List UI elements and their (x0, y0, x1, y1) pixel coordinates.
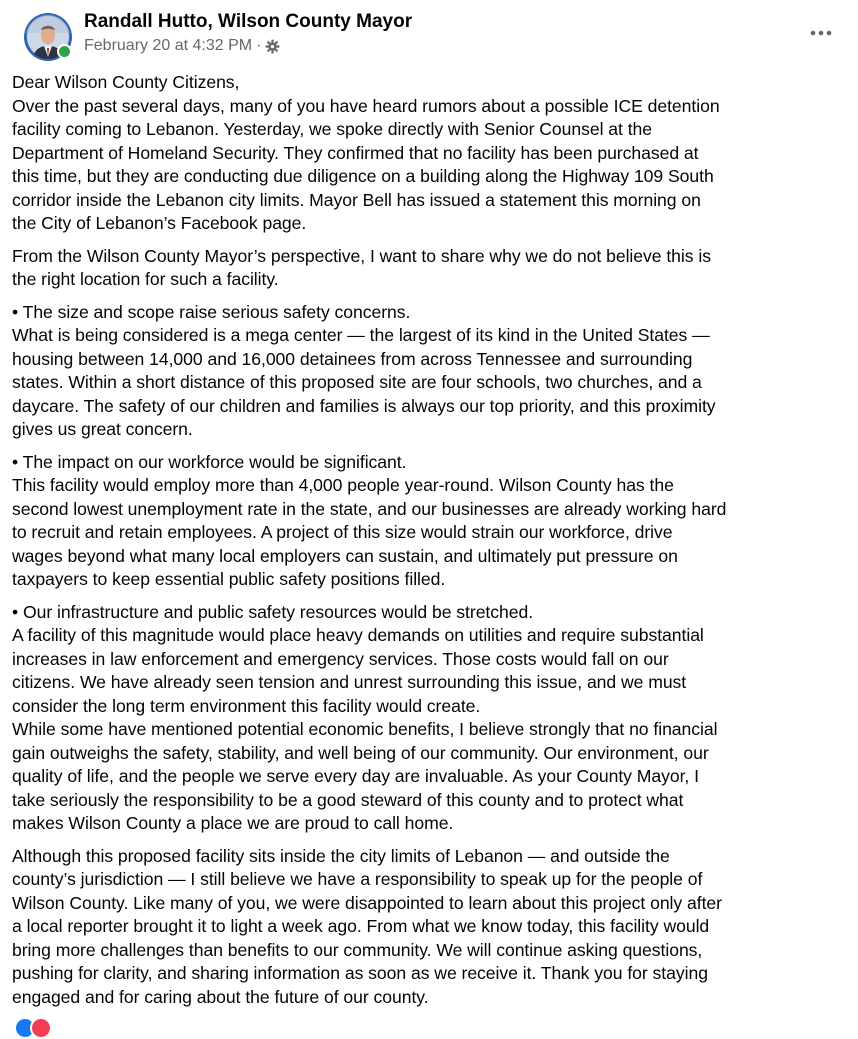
text-line: From the Wilson County Mayor’s perspective, I want to share why we do not believe this is (12, 245, 711, 266)
post-meta (84, 37, 280, 55)
more-options-button[interactable] (806, 18, 836, 48)
text-line: citizens. We have already seen tension and unrest surrounding this issue, and we must (12, 672, 687, 692)
post-paragraph (12, 451, 848, 592)
post-paragraph (12, 71, 848, 236)
text-line: corridor inside the Lebanon city limits. Mayor Bell has issued a statement this morning on (12, 189, 701, 210)
text-line: Although this proposed facility sits inside the city limits of Lebanon — and outside the (12, 845, 670, 866)
text-line: While some have mentioned potential economic benefits, I believe strongly that no financial (12, 719, 718, 739)
text-line: consider the long term environment this facility would create. (12, 695, 481, 716)
post-body (12, 71, 848, 1018)
text-line: taxpayers to keep essential public safety positions filled. (12, 569, 446, 589)
reactions-summary[interactable] (14, 1017, 74, 1031)
text-line: second lowest unemployment rate in the state, and our businesses are already working hard (12, 498, 727, 519)
text-line: Wilson County. Like many of you, we were disappointed to learn about this project only after (12, 892, 722, 913)
meta-separator: · (256, 37, 262, 54)
post-paragraph (12, 245, 848, 292)
text-line: housing between 14,000 and 16,000 detainees from across Tennessee and surrounding (12, 348, 693, 369)
text-line: gives us great concern. (12, 419, 193, 439)
text-line: • Our infrastructure and public safety resources would be stretched. (12, 601, 534, 622)
text-line: This facility would employ more than 4,000 people year-round. Wilson County has the (12, 475, 674, 495)
text-line: wages beyond what many local employers can sustain, and ultimately put pressure on (12, 545, 678, 566)
text-line: county’s jurisdiction — I still believe we have a responsibility to speak up for the people of (12, 869, 703, 889)
author-avatar[interactable] (24, 13, 72, 61)
more-horizontal-icon (810, 30, 832, 36)
text-line: • The size and scope raise serious safety concerns. (12, 301, 411, 322)
text-line: facility coming to Lebanon. Yesterday, we spoke directly with Senior Counsel at the (12, 119, 653, 139)
gear-icon[interactable] (265, 39, 280, 54)
text-line: the right location for such a facility. (12, 269, 279, 289)
text-line: Department of Homeland Security. They confirmed that no facility has been purchased at (12, 142, 699, 163)
post-paragraph (12, 301, 848, 442)
text-line: this time, but they are conducting due diligence on a building along the Highway 109 South (12, 166, 714, 186)
text-line: states. Within a short distance of this proposed site are four schools, two churches, and a (12, 372, 702, 392)
post-header (12, 0, 858, 70)
text-line: makes Wilson County a place we are proud to call home. (12, 813, 454, 833)
online-status-dot (57, 44, 72, 59)
text-line: • The impact on our workforce would be significant. (12, 451, 407, 472)
post-paragraph (12, 601, 848, 836)
love-reaction-icon (30, 1017, 52, 1039)
text-line: daycare. The safety of our children and families is always our top priority, and this proximity (12, 395, 716, 416)
text-line: the City of Lebanon’s Facebook page. (12, 213, 307, 233)
post-author-name[interactable]: Randall Hutto, Wilson County Mayor (84, 11, 413, 32)
text-line: Over the past several days, many of you have heard rumors about a possible ICE detention (12, 95, 720, 116)
text-line: increases in law enforcement and emergency services. Those costs would fall on our (12, 648, 669, 669)
text-line: What is being considered is a mega center — the largest of its kind in the United States — (12, 325, 710, 345)
post-paragraph (12, 845, 848, 1010)
post-timestamp[interactable]: February 20 at 4:32 PM (84, 37, 253, 54)
text-line: A facility of this magnitude would place heavy demands on utilities and require substantial (12, 625, 704, 645)
text-line: take seriously the responsibility to be a good steward of this county and to protect what (12, 789, 684, 810)
text-line: pushing for clarity, and sharing information as soon as we receive it. Thank you for staying (12, 963, 708, 983)
text-line: bring more challenges than benefits to our community. We will continue asking questions, (12, 939, 703, 960)
text-line: Dear Wilson County Citizens, (12, 72, 240, 92)
text-line: gain outweighs the safety, stability, and well being of our community. Our environment, our (12, 742, 709, 763)
text-line: to recruit and retain employees. A project of this size would strain our workforce, drive (12, 522, 673, 542)
text-line: quality of life, and the people we serve every day are invaluable. As your County Mayor, I (12, 766, 699, 786)
text-line: engaged and for caring about the future of our county. (12, 986, 429, 1007)
text-line: a local reporter brought it to light a week ago. From what we know today, this facility would (12, 916, 710, 936)
